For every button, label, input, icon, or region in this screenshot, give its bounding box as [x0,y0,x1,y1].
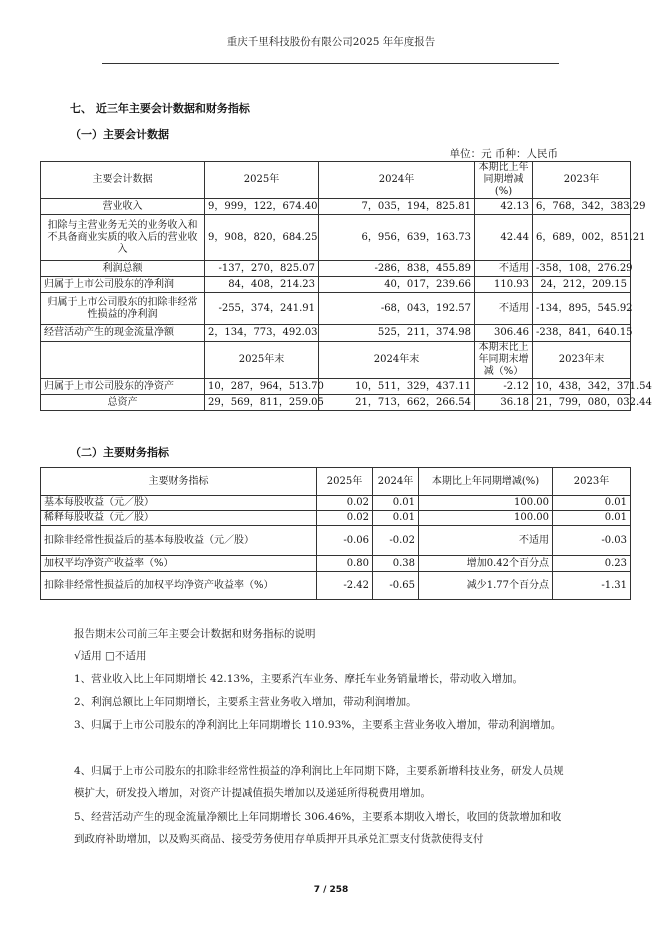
value-change: 100.00 [419,511,553,526]
note-item: 3、归属于上市公司股东的净利润比上年同期增长 110.93%，主要系主营业务收入增加，带动利润增加。 [74,719,562,731]
value-2025: 29，569，811，259.05 [205,395,319,411]
value-change: 不适用 [419,526,553,556]
value-2023: 6，689，002，851.21 [533,215,631,261]
notes-intro: 报告期末公司前三年主要会计数据和财务指标的说明 [74,628,316,640]
value-2025: 2，134，773，492.03 [205,325,319,342]
value-change: 不适用 [475,293,533,325]
table-row [41,379,631,395]
value-2024: 10，511，329，437.11 [319,379,475,395]
row-label: 扣除非经常性损益后的加权平均净资产收益率（%） [41,572,317,600]
value-change: 减少1.77个百分点 [419,572,553,600]
value-2024: -286，838，455.89 [319,261,475,277]
value-2025: 9，908，820，684.25 [205,215,319,261]
value-2025: 0.02 [317,496,373,511]
unit-note: 单位：元 币种：人民币 [449,148,558,160]
value-2024: -0.65 [373,572,419,600]
value-2024: -68，043，192.57 [319,293,475,325]
row-label: 总资产 [41,395,205,411]
table-row [41,496,631,511]
row-label: 稀释每股收益（元／股） [41,511,317,526]
header-cell: 本期比上年同期增减(%) [419,468,553,496]
value-change: 100.00 [419,496,553,511]
table-header-row [41,468,631,496]
table-row [41,511,631,526]
row-label: 归属于上市公司股东的净资产 [41,379,205,395]
header-cell: 2023年 [533,162,631,199]
value-2023: 0.01 [553,496,631,511]
header-cell: 2025年 [205,162,319,199]
value-2025: -255，374，241.91 [205,293,319,325]
value-2023: 24，212，209.15 [533,277,631,293]
row-label: 基本每股收益（元／股） [41,496,317,511]
value-2023: 21，799，080，032.44 [533,395,631,411]
value-change: 36.18 [475,395,533,411]
value-2024: 0.01 [373,511,419,526]
value-change: 增加0.42个百分点 [419,556,553,572]
note-item: 2、利润总额比上年同期增长，主要系主营业务收入增加，带动利润增加。 [74,696,417,708]
value-2025: 0.80 [317,556,373,572]
value-2025: 0.02 [317,511,373,526]
value-2023: -238，841，640.15 [533,325,631,342]
header-cell: 主要会计数据 [41,162,205,199]
value-2024: 6，956，639，163.73 [319,215,475,261]
row-label: 经营活动产生的现金流量净额 [41,325,205,342]
value-2025: -137，270，825.07 [205,261,319,277]
value-2023: -0.03 [553,526,631,556]
value-2025: -2.42 [317,572,373,600]
value-2024: 525，211，374.98 [319,325,475,342]
row-label: 扣除与主营业务无关的业务收入和不具备商业实质的收入后的营业收入 [41,215,205,261]
header-cell: 本期比上年同期增减(%) [475,162,533,199]
value-2025: 10，287，964，513.70 [205,379,319,395]
value-2024: 21，713，662，266.54 [319,395,475,411]
value-2025: 84，408，214.23 [205,277,319,293]
header-cell: 2024年末 [319,342,475,379]
financial-indicators-table [40,467,631,600]
row-label: 归属于上市公司股东的扣除非经常性损益的净利润 [41,293,205,325]
header-divider [102,63,559,64]
table-row [41,293,631,325]
table-row [41,325,631,342]
note-item: 5、经营活动产生的现金流量净额比上年同期增长 306.46%，主要系本期收入增长，收回的货款增加和收到政府补助增加，以及购买商品、接受劳务使用存单质押开具承兑汇票支付货款使得支付 [74,811,562,845]
table-header-row [41,162,631,199]
header-cell: 主要财务指标 [41,468,317,496]
value-2025: 9，999，122，674.40 [205,199,319,215]
value-2023: 6，768，342，383.29 [533,199,631,215]
header-cell: 2023年末 [533,342,631,379]
table-row [41,277,631,293]
value-2023: 0.01 [553,511,631,526]
header-cell: 2024年 [373,468,419,496]
table-row [41,526,631,556]
row-label: 归属于上市公司股东的净利润 [41,277,205,293]
subsection-title-accounting-data: （一）主要会计数据 [70,128,169,141]
subsection-title-financial-indicators: （二）主要财务指标 [70,446,169,459]
value-2025: -0.06 [317,526,373,556]
applicable-checkbox-line: √适用 □不适用 [74,650,147,662]
value-change: 42.44 [475,215,533,261]
value-2024: 0.38 [373,556,419,572]
value-2023: -358，108，276.29 [533,261,631,277]
header-cell: 2023年 [553,468,631,496]
note-item: 4、归属于上市公司股东的扣除非经常性损益的净利润比上年同期下降，主要系新增科技业务，研发人员规模扩大，研发投入增加，对资产计提减值损失增加以及递延所得税费用增加。 [74,765,564,799]
header-cell: 本期末比上年同期末增减（%） [475,342,533,379]
value-change: 306.46 [475,325,533,342]
header-cell: 2025年末 [205,342,319,379]
header-cell: 2025年 [317,468,373,496]
value-change: 不适用 [475,261,533,277]
value-2024: 40，017，239.66 [319,277,475,293]
note-item: 1、营业收入比上年同期增长 42.13%，主要系汽车业务、摩托车业务销量增长，带动收入增加。 [74,673,524,685]
table-row [41,395,631,411]
table-row [41,215,631,261]
value-2024: 7，035，194，825.81 [319,199,475,215]
row-label: 加权平均净资产收益率（%） [41,556,317,572]
row-label: 扣除非经常性损益后的基本每股收益（元／股） [41,526,317,556]
section-title: 七、 近三年主要会计数据和财务指标 [70,102,250,115]
value-2023: -134，895，545.92 [533,293,631,325]
row-label: 营业收入 [41,199,205,215]
value-2024: -0.02 [373,526,419,556]
value-2023: 10，438，342，371.54 [533,379,631,395]
header-cell [41,342,205,379]
table-header-row [41,342,631,379]
page-number: 7 / 258 [313,885,349,895]
value-change: -2.12 [475,379,533,395]
value-2023: 0.23 [553,556,631,572]
page-header: 重庆千里科技股份有限公司2025 年年度报告 [226,36,436,48]
accounting-data-table [40,161,652,411]
value-2023: -1.31 [553,572,631,600]
table-row [41,572,631,600]
value-2024: 0.01 [373,496,419,511]
value-change: 42.13 [475,199,533,215]
table-row [41,556,631,572]
table-row [41,199,631,215]
header-cell: 2024年 [319,162,475,199]
table-row [41,261,631,277]
value-change: 110.93 [475,277,533,293]
row-label: 利润总额 [41,261,205,277]
